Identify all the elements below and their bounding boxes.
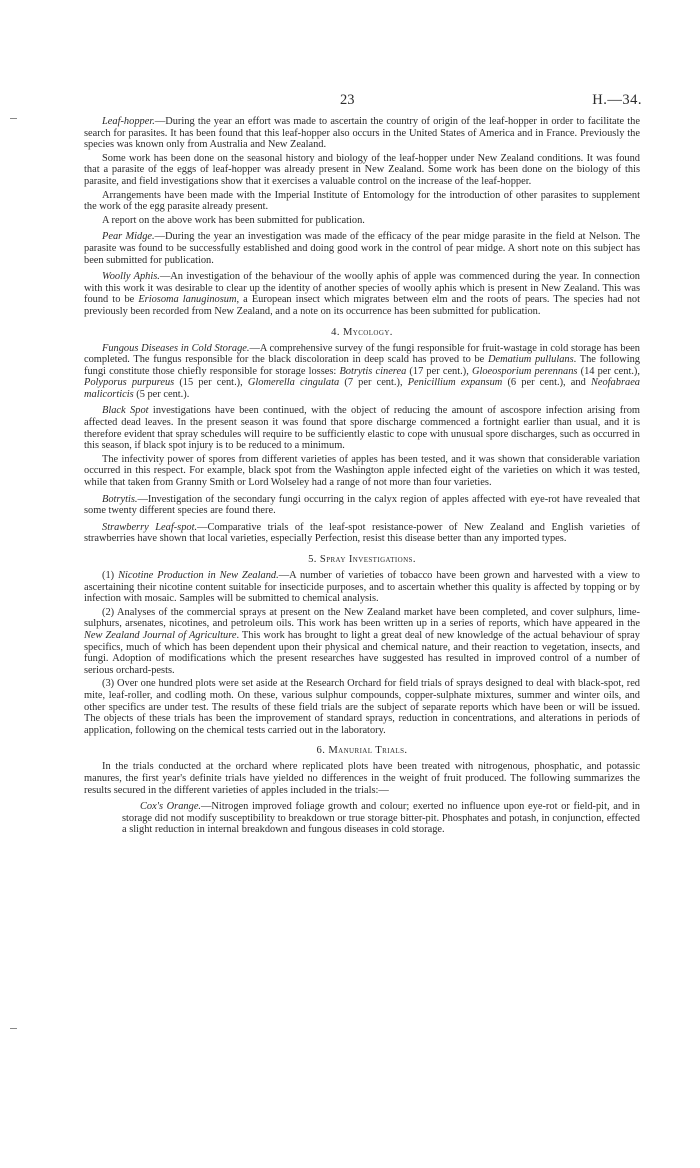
document-reference: H.—34. xyxy=(592,92,642,108)
paragraph-analyses: (2) Analyses of the commercial sprays at present on the New Zealand market have been completed, and cover sulphurs, lime-sulphurs, arsenates, nicotines, and petroleum oils. This work has been written up in a series of reports, which have appeared in the New Zealand Journal of Agriculture. This work has brought to light a great deal of new knowledge of the actual behaviour of spray specifics, much of which has been dependent upon their physical and chemical nature, and their reaction to vegetation, insects, and fungi. Adoption of modifications which the present researches have suggested has resulted in improved control of a number of serious orchard-pests. xyxy=(84,606,640,676)
paragraph: Arrangements have been made with the Imperial Institute of Entomology for the introduction of other parasites to supplement the work of the egg parasite already present. xyxy=(84,189,640,213)
page-number: 23 xyxy=(340,92,355,108)
section-heading-spray: 5. Spray Investigations. xyxy=(308,554,416,565)
paragraph-fungous-diseases: Fungous Diseases in Cold Storage.—A comprehensive survey of the fungi responsible for fruit-wastage in cold storage has been completed. The fungus responsible for the black discoloration in deep scald has proved to be Dematium pullulans. The following fungi constitute those chiefly responsible for storage losses: Botrytis cinerea (17 per cent.), Gloeosporium perennans (14 per cent.), Polyporus purpureus (15 per cent.), Glomerella cingulata (7 per cent.), Penicillium expansum (6 per cent.), and Neofabraea malicorticis (5 per cent.). xyxy=(84,342,640,400)
margin-mark-bottom xyxy=(10,1028,17,1029)
paragraph-pear-midge: Pear Midge.—During the year an investigation was made of the efficacy of the pear midge parasite in the field at Nelson. The parasite was found to be successfully established and doing good work in the control of pear midge. A short note on this subject has been submitted for publication. xyxy=(84,231,640,266)
paragraph: Some work has been done on the seasonal history and biology of the leaf-hopper under New Zealand conditions. It was found that a parasite of the eggs of leaf-hopper was already present in New Zealand. Some work has been done on the biology of this parasite, and field investigations show that it exercises a valuable control on the increase of the leaf-hopper. xyxy=(84,152,640,187)
paragraph-strawberry-leaf-spot: Strawberry Leaf-spot.—Comparative trials of the leaf-spot resistance-power of New Zealand and English varieties of strawberries have shown that local varieties, especially Perfection, resist this disease better than any imported types. xyxy=(84,521,641,545)
paragraph: A report on the above work has been submitted for publication. xyxy=(102,214,365,226)
section-heading-manurial: 6. Manurial Trials. xyxy=(316,745,408,757)
paragraph-nicotine: (1) Nicotine Production in New Zealand.—A number of varieties of tobacco have been grown and harvested with a view to ascertaining their nicotine content suitable for insecticide purposes, and to ascertain whether this quality is affected by topping or by infection with mosaic. Samples will be submitted to chemical analysis. xyxy=(84,570,640,605)
paragraph: In the trials conducted at the orchard where replicated plots have been treated with nitrogenous, phosphatic, and potassic manures, the first year's definite trials have yielded no differences in the weight of fruit produced. The following summarizes the results secured in the different varieties of apples included in the trials:— xyxy=(84,761,640,796)
document-page xyxy=(84,92,640,838)
paragraph-botrytis: Botrytis.—Investigation of the secondary fungi occurring in the calyx region of apples affected with eye-rot have revealed that some twenty different species are found there. xyxy=(84,493,640,517)
paragraph: The infectivity power of spores from different varieties of apples has been tested, and it was shown that considerable variation occurred in this respect. For example, black spot from the Washington apple infected eight of the varieties on which it was tested, while that taken from Granny Smith or Lord Wolseley had a range of not more than four varieties. xyxy=(84,453,640,489)
section-heading-mycology: 4. Mycology. xyxy=(331,326,393,338)
margin-mark-top xyxy=(10,118,17,119)
paragraph-coxs-orange: Cox's Orange.—Nitrogen improved foliage growth and colour; exerted no influence upon eye-rot or field-pit, and in storage did not modify susceptibility to breakdown or true storage bitter-pit. Phosphates and potash, in conjunction, effected a slight reduction in internal breakdown and fungous diseases in cold storage. xyxy=(122,801,640,836)
paragraph-leaf-hopper: Leaf-hopper.—During the year an effort was made to ascertain the country of origin of the leaf-hopper in order to facilitate the search for parasites. It has been found that this leaf-hopper also occurs in the United States of America and in France. Previously the species was known only from Australia and New Zealand. xyxy=(84,116,640,151)
paragraph: (3) Over one hundred plots were set aside at the Research Orchard for field trials of sprays designed to deal with black-spot, red mite, leaf-roller, and codling moth. On these, various sulphur compounds, copper-sulphate mixtures, summer and winter oils, and other specifics are under test. The results of these field trials are the subject of separate reports which have been or will be issued. The objects of these trials has been the improvement of standard sprays, reduction in concentrations, and alterations in periods of application, following on the chemical tests carried out in the laboratory. xyxy=(84,678,640,736)
paragraph-black-spot: Black Spot investigations have been continued, with the object of reducing the amount of ascospore infection arising from affected dead leaves. In the present season it was found that spore discharge commenced a fortnight earlier than usual, and it is therefore evident that spray schedules will require to be sufficiently elastic to cope with unusual spore discharges, such as occurred in this season, if black spot injury is to be reduced to a minimum. xyxy=(84,405,640,452)
page-header xyxy=(84,92,640,116)
paragraph-woolly-aphis: Woolly Aphis.—An investigation of the behaviour of the woolly aphis of apple was commenced during the year. In connection with this work it was desirable to clear up the identity of another species of woolly aphis which is present in New Zealand. This was found to be Eriosoma lanuginosum, a European insect which migrates between elm and the roots of pears. The species had not previously been recorded from New Zealand, and a note on its occurrence has been submitted for publication. xyxy=(84,271,641,317)
